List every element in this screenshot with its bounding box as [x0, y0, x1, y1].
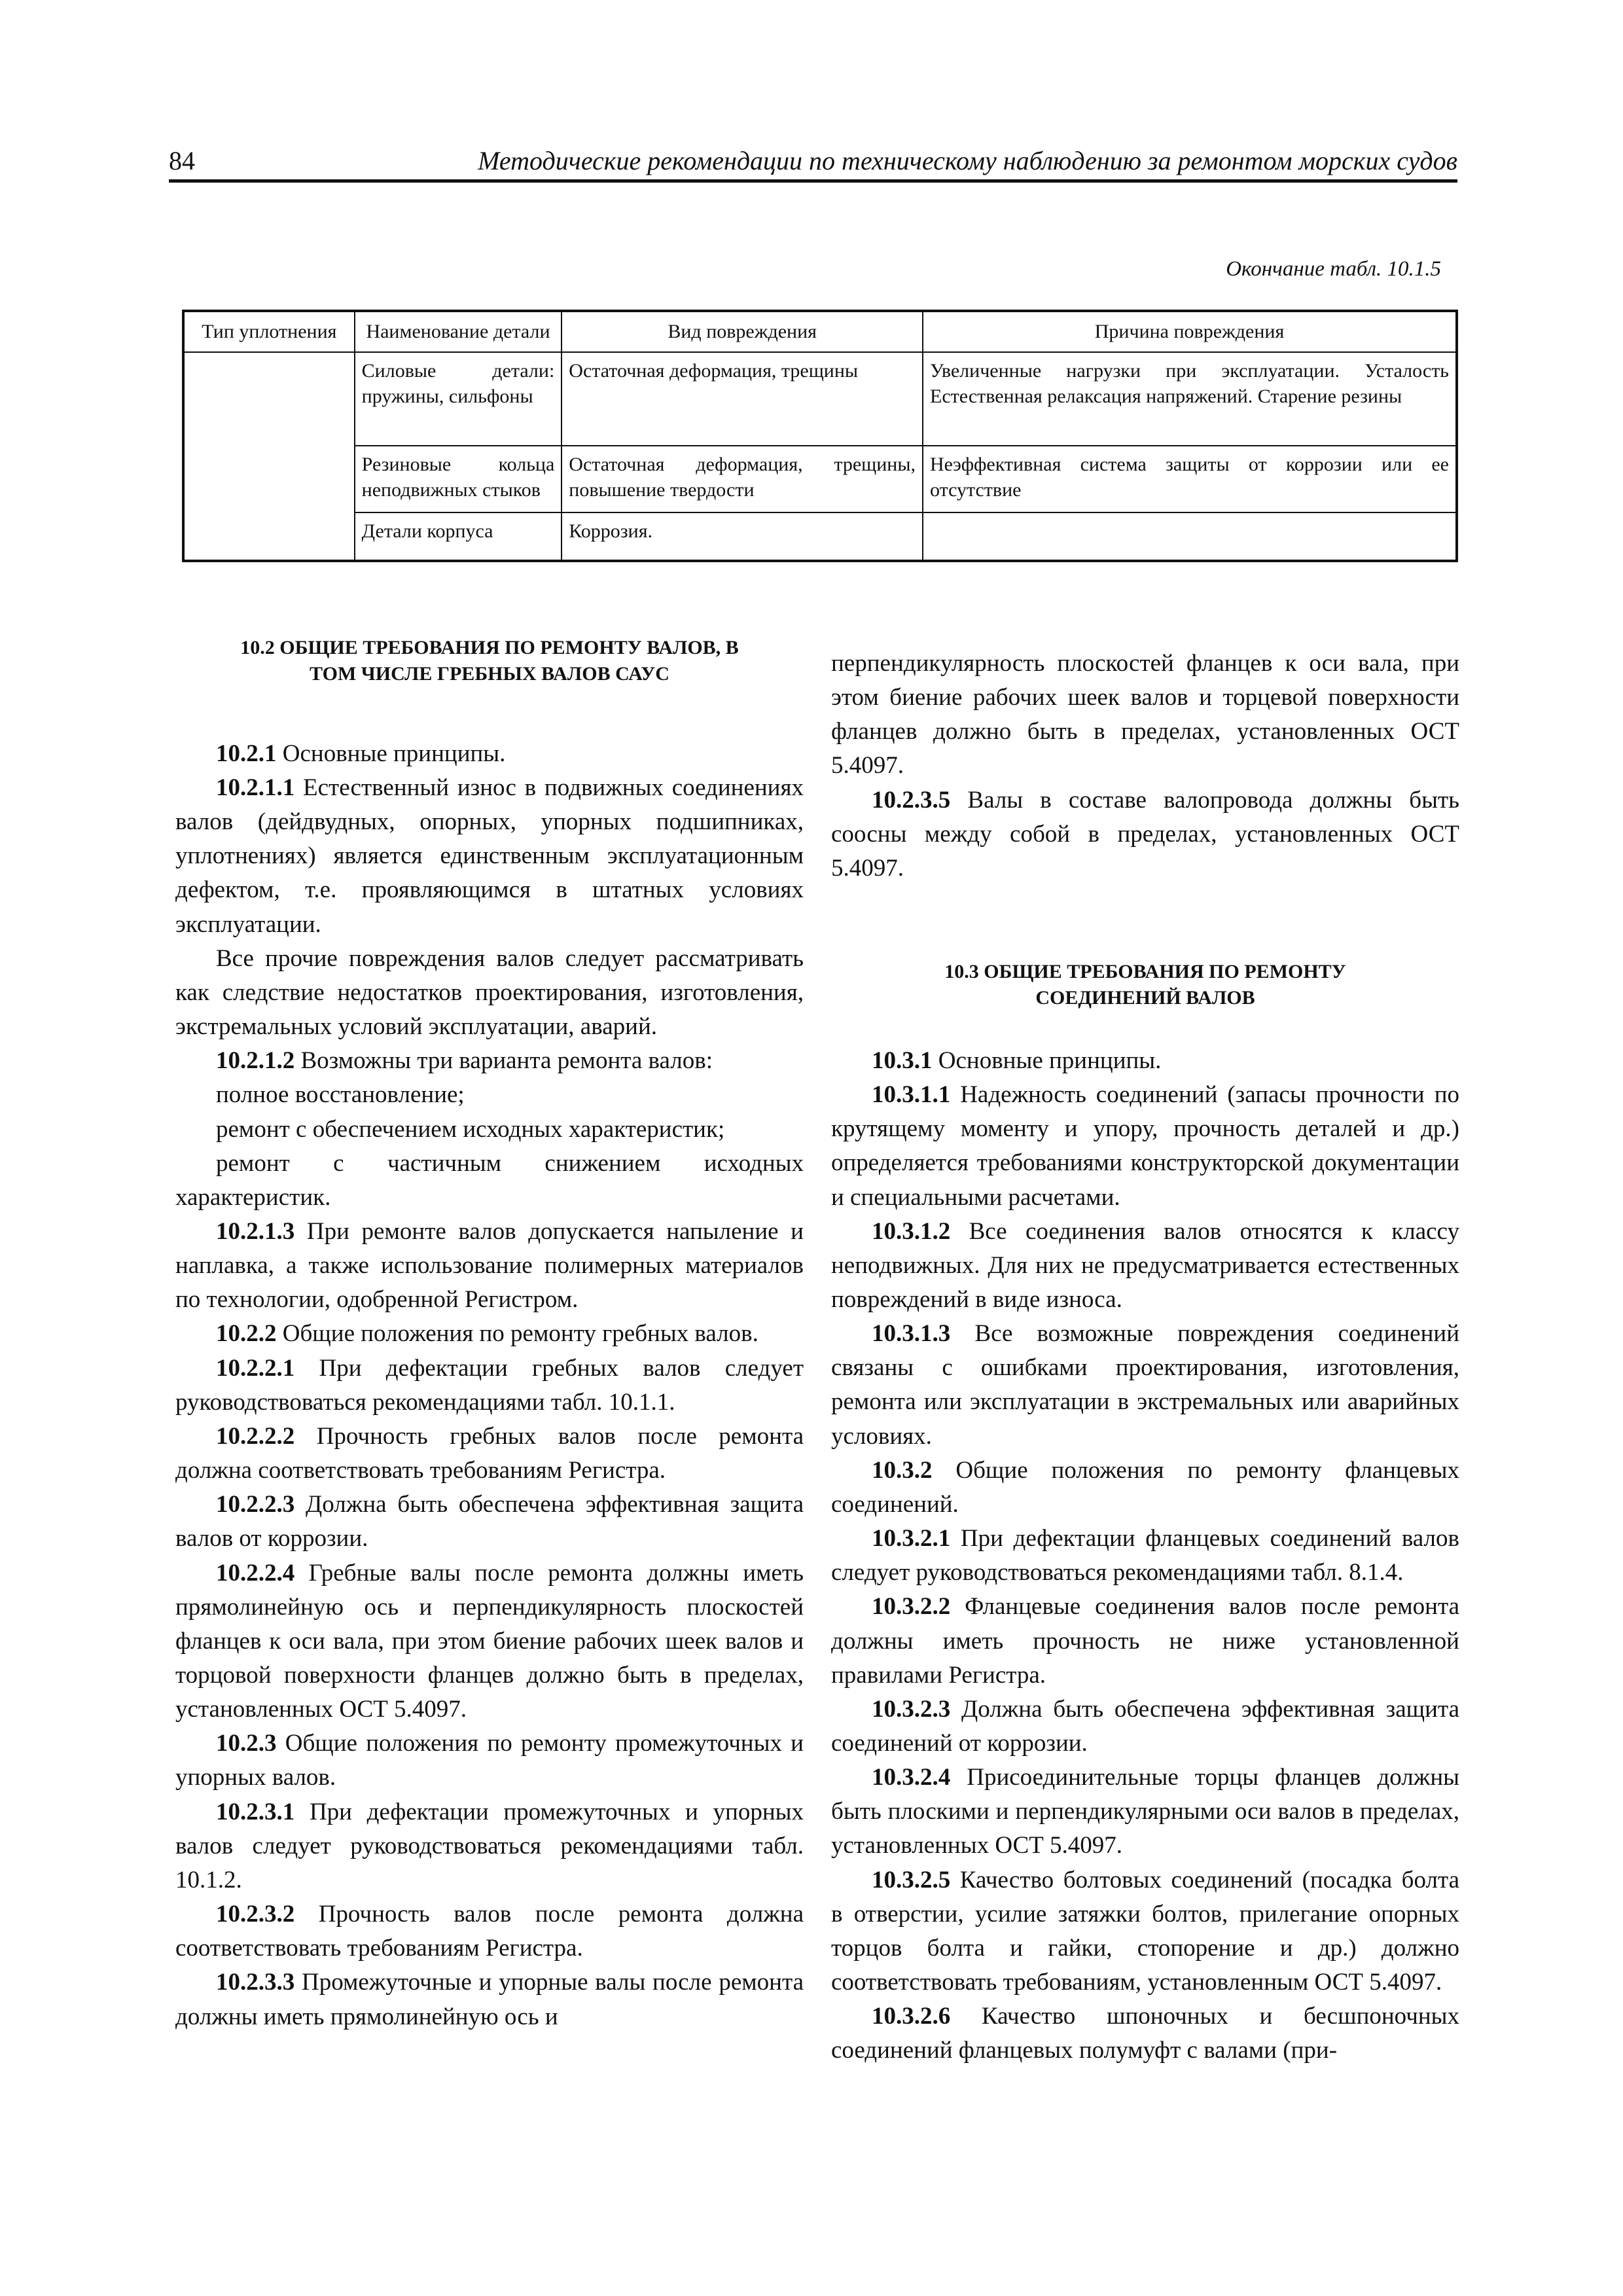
column-header: Тип уплотнения	[183, 311, 355, 352]
paragraph	[831, 1590, 1459, 1692]
paragraph-text: Все возможные повреждения соединений связаны с ошибками проектирования, изготовления, ремонта или эксплуатации в экстремальных или аварийных условиях.	[831, 1320, 1459, 1450]
paragraph-text: Прочность валов после ремонта должна соответствовать требованиям Регистра.	[175, 1901, 804, 1962]
clause-number: 10.2.3.3	[216, 1969, 295, 1996]
clause-number: 10.2.2.3	[216, 1491, 295, 1518]
paragraph	[175, 1215, 804, 1317]
clause-number: 10.3.1	[872, 1047, 933, 1074]
paragraph-text: Естественный износ в подвижных соединениях валов (дейдвудных, опорных, упорных подшипниках, уплотнениях) является единственным эксплуатационным дефектом, т.е. проявляющимся в штатных условиях эксплуатации.	[175, 774, 804, 938]
clause-number: 10.3.2.5	[872, 1866, 951, 1893]
paragraph-text: Основные принципы.	[276, 740, 506, 767]
table-cell: Коррозия.	[562, 512, 923, 561]
clause-number: 10.2.2.2	[216, 1422, 295, 1450]
paragraph	[831, 1693, 1459, 1761]
paragraph-text: Фланцевые соединения валов после ремонта должны иметь прочность не ниже установленной правилами Регистра.	[831, 1593, 1459, 1689]
paragraph-text: Общие положения по ремонту промежуточных и упорных валов.	[175, 1730, 804, 1791]
paragraph	[175, 1897, 804, 1965]
clause-number: 10.2.2.4	[216, 1559, 295, 1587]
paragraph-text: Возможны три варианта ремонта валов:	[294, 1047, 713, 1075]
paragraph-text: Все соединения валов относятся к классу неподвижных. Для них не предусматривается естественных повреждений в виде износа.	[831, 1217, 1459, 1313]
clause-number: 10.3.2.2	[872, 1593, 951, 1621]
paragraph-text: Присоединительные торцы фланцев должны быть плоскими и перпендикулярными оси валов в пределах, установленных ОСТ 5.4097.	[831, 1764, 1459, 1859]
clause-number: 10.3.2	[872, 1456, 933, 1484]
paragraph-text: Гребные валы после ремонта должны иметь прямолинейную ось и перпендикулярность плоскостей фланцев к оси вала, при этом биение рабочих шеек валов и торцовой поверхности фланцев должно быть в пределах, установленных ОСТ 5.4097.	[175, 1559, 804, 1723]
paragraph	[175, 1795, 804, 1897]
paragraph	[175, 771, 804, 942]
clause-number: 10.3.2.3	[872, 1695, 951, 1723]
paragraph-text: полное восстановление;	[216, 1081, 465, 1109]
right-paragraphs	[831, 1044, 1459, 2068]
paragraph-text: ремонт с частичным снижением исходных характеристик.	[175, 1149, 804, 1211]
clause-number: 10.2.1.2	[216, 1047, 295, 1075]
table-cell: Силовые детали: пружины, сильфоны	[355, 352, 562, 446]
clause-number: 10.2.1	[216, 740, 277, 767]
paragraph	[175, 1317, 804, 1351]
paragraph	[175, 1113, 804, 1147]
paragraph-text: Основные принципы.	[932, 1047, 1162, 1074]
paragraph	[175, 1965, 804, 2034]
paragraph-text: перпендикулярность плоскостей фланцев к оси вала, при этом биение рабочих шеек валов и торцевой поверхности фланцев должно быть в пределах, установленных ОСТ 5.4097.	[831, 650, 1459, 780]
table-cell: Увеличенные нагрузки при эксплуатации. Усталость Естественная релаксация напряжений. Старение резины	[923, 352, 1457, 446]
paragraph	[831, 1215, 1459, 1317]
clause-number: 10.2.1.1	[216, 774, 295, 801]
table-cell: Неэффективная система защиты от коррозии или ее отсутствие	[923, 446, 1457, 512]
clause-number: 10.3.1.3	[872, 1320, 951, 1348]
paragraph-text: Валы в составе валопровода должны быть соосны между собой в пределах, установленных ОСТ 5.4097.	[831, 786, 1459, 882]
paragraph	[831, 1317, 1459, 1454]
paragraph	[175, 1488, 804, 1556]
table-row	[183, 512, 1457, 561]
column-header: Наименование детали	[355, 311, 562, 352]
table-cell: Остаточная деформация, трещины, повышение твердости	[562, 446, 923, 512]
right-column	[831, 647, 1459, 2068]
paragraph-text: Должна быть обеспечена эффективная защита соединений от коррозии.	[831, 1695, 1459, 1757]
paragraph	[831, 2000, 1459, 2068]
paragraph-text: Качество шпоночных и бесшпоночных соединений фланцевых полумуфт с валами (при-	[831, 2003, 1459, 2064]
table-cell	[183, 352, 355, 561]
right-top-paragraphs	[831, 647, 1459, 886]
paragraph-text: При дефектации фланцевых соединений валов следует руководствоваться рекомендациями табл. 8.1.4.	[831, 1525, 1459, 1587]
clause-number: 10.2.3	[216, 1730, 277, 1757]
paragraph-text: Промежуточные и упорные валы после ремонта должны иметь прямолинейную ось и	[175, 1969, 804, 2030]
clause-number: 10.2.1.3	[216, 1217, 295, 1245]
paragraph-text: Должна быть обеспечена эффективная защита валов от коррозии.	[175, 1491, 804, 1552]
paragraph	[175, 1044, 804, 1078]
paragraph	[831, 1044, 1459, 1078]
paragraph	[175, 1147, 804, 1215]
clause-number: 10.3.2.6	[872, 2003, 951, 2030]
paragraph-text: При дефектации промежуточных и упорных валов следует руководствоваться рекомендациями табл. 10.1.2.	[175, 1798, 804, 1893]
clause-number: 10.2.2.1	[216, 1354, 295, 1382]
paragraph	[831, 1522, 1459, 1590]
paragraph-text: При ремонте валов допускается напыление и наплавка, а также использование полимерных материалов по технологии, одобренной Регистром.	[175, 1217, 804, 1314]
paragraph	[831, 1863, 1459, 2000]
table-cell: Детали корпуса	[355, 512, 562, 561]
clause-number: 10.2.3.5	[872, 786, 951, 814]
header-rule	[169, 179, 1457, 183]
paragraph	[831, 1454, 1459, 1522]
page-number: 84	[169, 146, 195, 175]
paragraph	[831, 1761, 1459, 1863]
clause-number: 10.2.3.1	[216, 1798, 295, 1825]
paragraph-text: При дефектации гребных валов следует руководствоваться рекомендациями табл. 10.1.1.	[175, 1354, 804, 1416]
paragraph	[175, 1078, 804, 1112]
table-cell: Остаточная деформация, трещины	[562, 352, 923, 446]
paragraph	[175, 737, 804, 771]
left-paragraphs	[175, 737, 804, 2034]
clause-number: 10.2.3.2	[216, 1901, 295, 1928]
table-caption: Окончание табл. 10.1.5	[1226, 257, 1441, 281]
paragraph-text: Общие положения по ремонту фланцевых соединений.	[831, 1456, 1459, 1518]
paragraph	[175, 1352, 804, 1420]
paragraph-text: ремонт с обеспечением исходных характеристик;	[216, 1115, 725, 1143]
section-heading: 10.2 ОБЩИЕ ТРЕБОВАНИЯ ПО РЕМОНТУ ВАЛОВ, В ТОМ ЧИСЛЕ ГРЕБНЫХ ВАЛОВ САУС	[240, 637, 739, 685]
section-heading: 10.3 ОБЩИЕ ТРЕБОВАНИЯ ПО РЕМОНТУ СОЕДИНЕНИЙ ВАЛОВ	[944, 961, 1346, 1009]
clause-number: 10.3.1.1	[872, 1081, 951, 1109]
paragraph	[175, 1727, 804, 1795]
paragraph	[831, 1078, 1459, 1215]
paragraph-text: Надежность соединений (запасы прочности по крутящему моменту и упору, прочность деталей и др.) определяется требованиями конструкторской документации и специальными расчетами.	[831, 1081, 1459, 1211]
column-header: Причина повреждения	[923, 311, 1457, 352]
paragraph	[175, 1420, 804, 1488]
table-cell	[923, 512, 1457, 561]
table-header-row	[183, 311, 1457, 352]
paragraph	[831, 647, 1459, 783]
clause-number: 10.2.2	[216, 1320, 277, 1348]
table-row	[183, 352, 1457, 446]
table-cell: Резиновые кольца неподвижных стыков	[355, 446, 562, 512]
seals-table	[182, 310, 1458, 562]
paragraph	[175, 1556, 804, 1727]
paragraph	[831, 783, 1459, 886]
paragraph-text: Прочность гребных валов после ремонта должна соответствовать требованиям Регистра.	[175, 1422, 804, 1484]
clause-number: 10.3.2.1	[872, 1525, 951, 1552]
clause-number: 10.3.1.2	[872, 1217, 951, 1245]
left-column	[175, 635, 804, 2034]
clause-number: 10.3.2.4	[872, 1764, 951, 1791]
paragraph-text: Качество болтовых соединений (посадка болта в отверстии, усилие затяжки болтов, прилегание опорных торцов болта и гайки, стопорение и др.) должно соответствовать требованиям, установленным ОСТ 5.4097.	[831, 1866, 1459, 1996]
paragraph-text: Общие положения по ремонту гребных валов.	[276, 1320, 758, 1348]
table-row	[183, 446, 1457, 512]
column-header: Вид повреждения	[562, 311, 923, 352]
running-title: Методические рекомендации по техническому наблюдению за ремонтом морских судов	[478, 146, 1457, 175]
paragraph-text: Все прочие повреждения валов следует рассматривать как следствие недостатков проектирования, изготовления, экстремальных условий эксплуатации, аварий.	[175, 944, 804, 1041]
paragraph	[175, 942, 804, 1044]
